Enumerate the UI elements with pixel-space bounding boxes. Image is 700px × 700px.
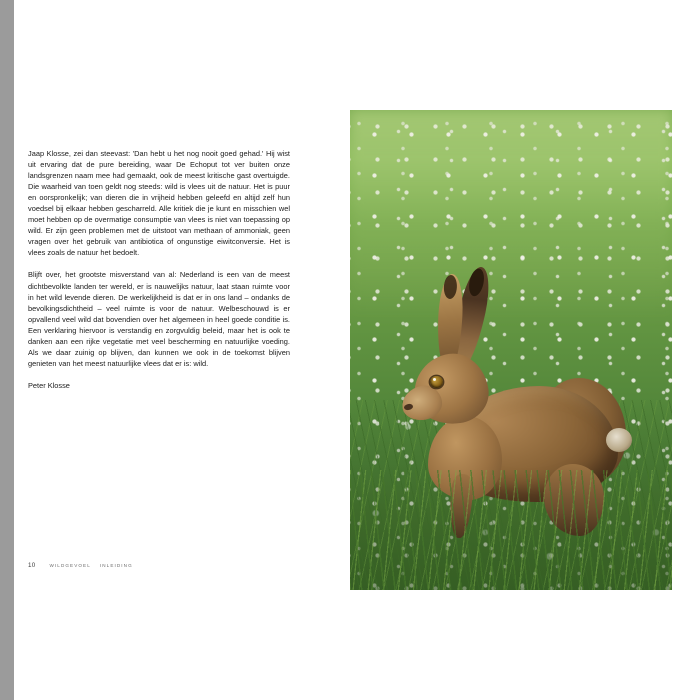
hare-tail bbox=[606, 428, 632, 452]
spine-strip bbox=[0, 0, 14, 700]
hare-front-leg bbox=[448, 473, 474, 538]
paragraph-2: Blijft over, het grootste misverstand van al: Nederland is een van de meest dichtbevolkte landen ter wereld, er is nauwelijks natuur, laat staan ruimte voor in het wild levende dieren. De werkelijkheid is dat er in ons land – ondanks de bevolkingsdichtheid – veel ruimte is voor de natuur. Welbeschouwd is er opvallend veel wild dat bovendien over het algemeen in heel goede conditie is. Een verklaring hiervoor is verstandig en zorgvuldig beleid, maar het is ook te danken aan een rijke vegetatie met veel bescherming en natuurlijke voeding. Als we daar zuinig op blijven, dan kunnen we ook in de toekomst blijven genieten van het meest natuurlijke vlees dat er is: wild. bbox=[28, 270, 290, 368]
hare-subject bbox=[384, 258, 634, 558]
hare-hind-leg bbox=[544, 464, 604, 536]
text-column bbox=[28, 148, 290, 391]
author-signature: Peter Klosse bbox=[28, 380, 70, 390]
meadow-photo bbox=[350, 110, 672, 590]
footer-meta-book: WILDGEVOEL bbox=[49, 563, 91, 568]
page-number: 10 bbox=[28, 562, 36, 569]
footer-meta bbox=[49, 563, 132, 568]
hare-eye bbox=[430, 376, 443, 388]
photo-frame bbox=[350, 110, 672, 590]
paragraph-1: Jaap Klosse, zei dan steevast: 'Dan hebt u het nog nooit goed gehad.' Hij wist uit ervaring dat de pure bereiding, waar De Echoput tot ver buiten onze landsgrenzen naam mee had gemaakt, ook de meest kritische gast overtuigde. Die waarheid van toen geldt nog steeds: wild is vlees uit de natuur. Het is puur en oorspronkelijk; van dieren die in vrijheid hebben geleefd en altijd zelf hun voedsel bij elkaar hebben gescharreld. Alle kritiek die je kunt en misschien wel moet hebben op de overmatige consumptie van vlees is niet van toepassing op wild. Er zijn geen problemen met de uitstoot van methaan of ammoniak, geen vragen over het gebruik van antibiotica of ongunstige eiwitconversie. Het is vlees zoals de natuur het bedoelt. bbox=[28, 149, 290, 258]
footer-folio bbox=[28, 562, 133, 569]
footer-meta-chapter: INLEIDING bbox=[99, 563, 133, 568]
